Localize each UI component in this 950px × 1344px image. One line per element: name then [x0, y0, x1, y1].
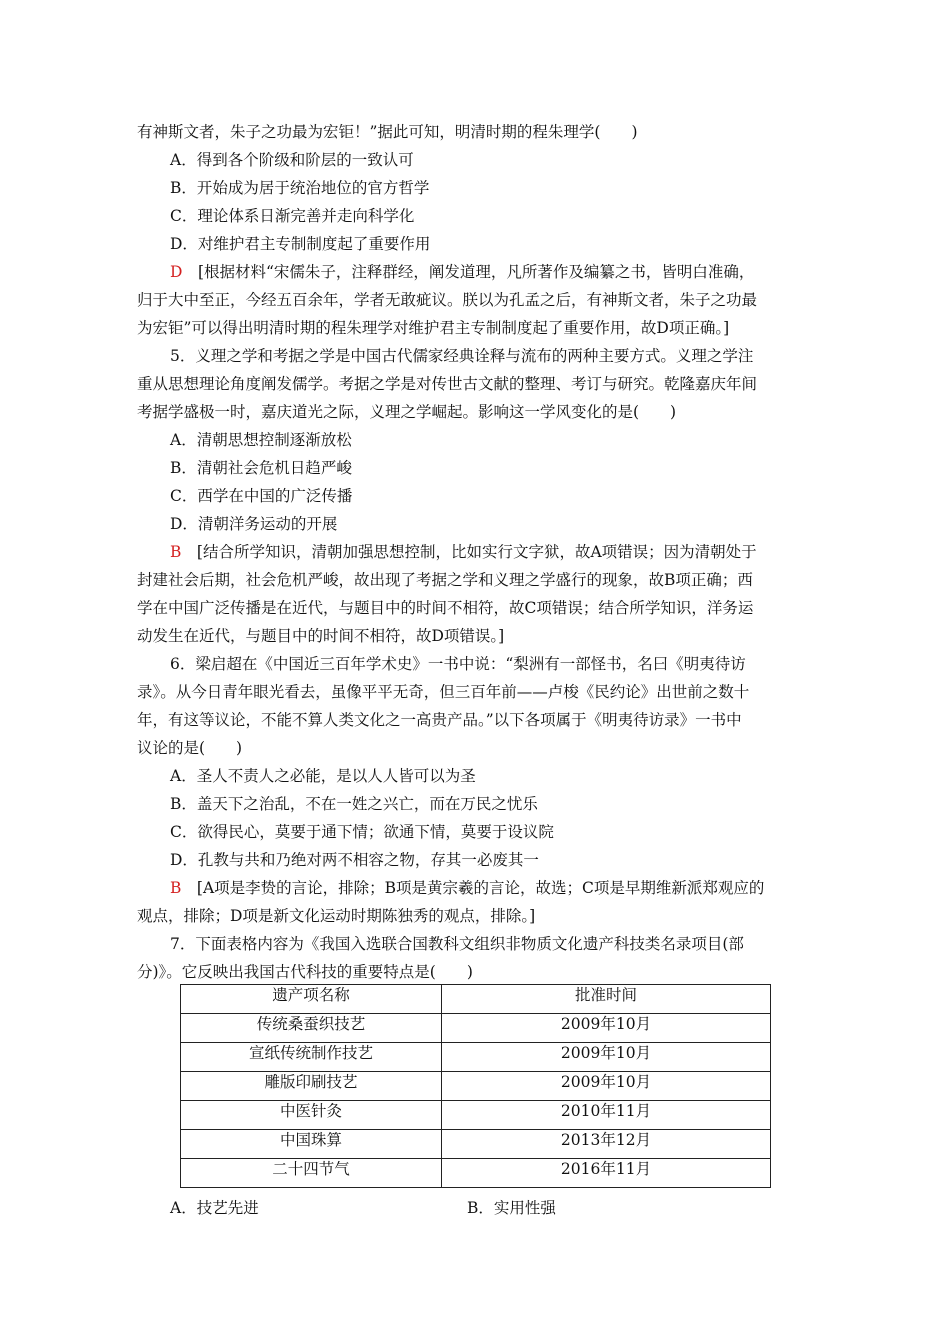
q4-explanation-line: 归于大中至正，今经五百余年，学者无敢疵议。朕以为孔孟之后，有神斯文者，朱子之功最	[137, 291, 758, 309]
q5-explanation-line: 动发生在近代，与题目中的时间不相符，故D项错误。]	[137, 627, 505, 645]
q5-stem-line: 考据学盛极一时，嘉庆道光之际，义理之学崛起。影响这一学风变化的是( )	[137, 403, 677, 421]
q4-option-d: D．对维护君主专制制度起了重要作用	[170, 235, 431, 253]
q6-answer-letter: B	[170, 879, 182, 897]
table-cell-date: 2009年10月	[442, 1072, 771, 1101]
table-cell-name: 传统桑蚕织技艺	[181, 1014, 442, 1043]
table-cell-date: 2010年11月	[442, 1101, 771, 1130]
q6-stem-line: 6．梁启超在《中国近三百年学术史》一书中说：“梨洲有一部怪书，名曰《明夷待访	[170, 655, 746, 673]
q5-explanation-line: 学在中国广泛传播是在近代，与题目中的时间不相符，故C项错误；结合所学知识，洋务运	[137, 599, 754, 617]
heritage-table	[180, 984, 771, 1188]
q7-option-a: A．技艺先进	[170, 1199, 259, 1217]
q6-option-a: A．圣人不责人之必能，是以人人皆可以为圣	[170, 767, 476, 785]
q6-option-c: C．欲得民心，莫要于通下情；欲通下情，莫要于设议院	[170, 823, 554, 841]
table-cell-name: 宣纸传统制作技艺	[181, 1043, 442, 1072]
q5-option-a: A．清朝思想控制逐渐放松	[170, 431, 352, 449]
q5-answer-letter: B	[170, 543, 182, 561]
q4-answer-letter: D	[170, 263, 183, 281]
q4-option-c: C．理论体系日渐完善并走向科学化	[170, 207, 415, 225]
table-row	[181, 1072, 771, 1101]
table-cell-date: 2009年10月	[442, 1014, 771, 1043]
table-cell-date: 2009年10月	[442, 1043, 771, 1072]
q7-stem-line: 7．下面表格内容为《我国入选联合国教科文组织非物质文化遗产科技类名录项目(部	[170, 935, 744, 953]
q6-stem-line: 议论的是( )	[137, 739, 243, 757]
table-row	[181, 1043, 771, 1072]
q4-option-a: A．得到各个阶级和阶层的一致认可	[170, 151, 414, 169]
q5-explanation-line	[170, 542, 757, 562]
table-cell-date: 2016年11月	[442, 1159, 771, 1188]
q6-explanation-line	[170, 878, 764, 898]
q4-explanation-line: 为宏钜”可以得出明清时期的程朱理学对维护君主专制制度起了重要作用，故D项正确。]	[137, 319, 730, 337]
q5-option-c: C．西学在中国的广泛传播	[170, 487, 353, 505]
q6-option-d: D．孔教与共和乃绝对两不相容之物，存其一必废其一	[170, 851, 539, 869]
table-row	[181, 1014, 771, 1043]
q5-explanation-text: [结合所学知识，清朝加强思想控制，比如实行文字狱，故A项错误；因为清朝处于	[181, 543, 757, 561]
q7-stem-line: 分)》。它反映出我国古代科技的重要特点是( )	[137, 963, 473, 981]
q6-explanation-text: [A项是李贽的言论，排除；B项是黄宗羲的言论，故选；C项是早期维新派郑观应的	[181, 879, 765, 897]
table-cell-name: 中医针灸	[181, 1101, 442, 1130]
q5-option-b: B．清朝社会危机日趋严峻	[170, 459, 352, 477]
q7-option-b: B．实用性强	[467, 1199, 556, 1217]
table-header-cell: 批准时间	[442, 985, 771, 1014]
q5-stem-line: 5．义理之学和考据之学是中国古代儒家经典诠释与流布的两种主要方式。义理之学注	[170, 347, 754, 365]
q6-stem-line: 录》。从今日青年眼光看去，虽像平平无奇，但三百年前——卢梭《民约论》出世前之数十	[137, 683, 750, 701]
table-row	[181, 1159, 771, 1188]
q6-stem-line: 年，有这等议论，不能不算人类文化之一高贵产品。”以下各项属于《明夷待访录》一书中	[137, 711, 742, 729]
q5-stem-line: 重从思想理论角度阐发儒学。考据之学是对传世古文献的整理、考订与研究。乾隆嘉庆年间	[137, 375, 758, 393]
table-row	[181, 1101, 771, 1130]
table-row	[181, 1130, 771, 1159]
table-header-row	[181, 985, 771, 1014]
table-cell-name: 雕版印刷技艺	[181, 1072, 442, 1101]
q5-option-d: D．清朝洋务运动的开展	[170, 515, 338, 533]
table-cell-name: 中国珠算	[181, 1130, 442, 1159]
q4-stem-line: 有神斯文者，朱子之功最为宏钜！”据此可知，明清时期的程朱理学( )	[137, 123, 638, 141]
q4-explanation-text: [根据材料“宋儒朱子，注释群经，阐发道理，凡所著作及编纂之书，皆明白准确，	[182, 263, 755, 281]
q4-option-b: B．开始成为居于统治地位的官方哲学	[170, 179, 430, 197]
q6-explanation-line: 观点，排除；D项是新文化运动时期陈独秀的观点，排除。]	[137, 907, 536, 925]
q4-explanation-line	[170, 262, 754, 282]
q5-explanation-line: 封建社会后期，社会危机严峻，故出现了考据之学和义理之学盛行的现象，故B项正确；西	[137, 571, 753, 589]
table-header-cell: 遗产项名称	[181, 985, 442, 1014]
table-cell-date: 2013年12月	[442, 1130, 771, 1159]
table-cell-name: 二十四节气	[181, 1159, 442, 1188]
q6-option-b: B．盖天下之治乱，不在一姓之兴亡，而在万民之忧乐	[170, 795, 538, 813]
